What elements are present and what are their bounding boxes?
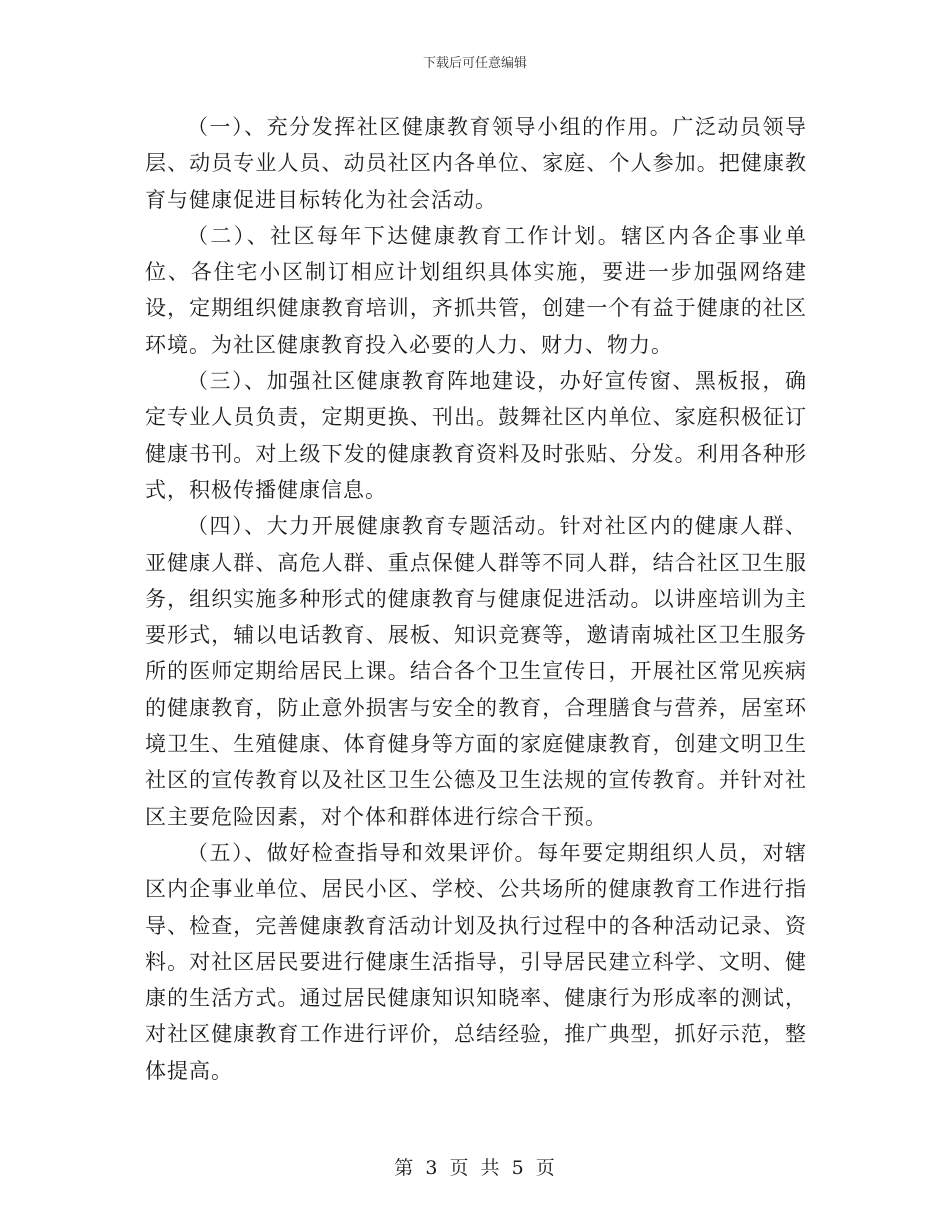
page-footer <box>0 1153 950 1180</box>
document-body <box>145 109 807 1089</box>
page-header-note: 下载后可任意编辑 <box>422 56 527 71</box>
footer-page-word: 页 <box>449 1157 470 1179</box>
paragraph-1: （一）、充分发挥社区健康教育领导小组的作用。广泛动员领导层、动员专业人员、动员社区内各单位、家庭、个人参加。把健康教育与健康促进目标转化为社会活动。 <box>145 115 807 212</box>
footer-current-page: 3 <box>425 1157 439 1179</box>
footer-total-suffix: 页 <box>535 1157 556 1179</box>
footer-total-prefix: 共 <box>480 1157 501 1179</box>
footer-total-pages: 5 <box>511 1157 525 1179</box>
footer-page-prefix: 第 <box>394 1157 415 1179</box>
paragraph-2: （二）、社区每年下达健康教育工作计划。辖区内各企事业单位、各住宅小区制订相应计划组织具体实施，要进一步加强网络建设，定期组织健康教育培训，齐抓共管，创建一个有益于健康的社区环境。为社区健康教育投入必要的人力、财力、物力。 <box>145 223 807 357</box>
paragraph-4: （四）、大力开展健康教育专题活动。针对社区内的健康人群、亚健康人群、高危人群、重点保健人群等不同人群，结合社区卫生服务，组织实施多种形式的健康教育与健康促进活动。以讲座培训为主要形式，辅以电话教育、展板、知识竞赛等，邀请南城社区卫生服务所的医师定期给居民上课。结合各个卫生宣传日，开展社区常见疾病的健康教育，防止意外损害与安全的教育，合理膳食与营养，居室环境卫生、生殖健康、体育健身等方面的家庭健康教育，创建文明卫生社区的宣传教育以及社区卫生公德及卫生法规的宣传教育。并针对社区主要危险因素，对个体和群体进行综合干预。 <box>145 514 807 829</box>
paragraph-3: （三）、加强社区健康教育阵地建设，办好宣传窗、黑板报，确定专业人员负责，定期更换、刊出。鼓舞社区内单位、家庭积极征订健康书刊。对上级下发的健康教育资料及时张贴、分发。利用各种形式，积极传播健康信息。 <box>145 369 807 502</box>
paragraph-5: （五）、做好检查指导和效果评价。每年要定期组织人员，对辖区内企事业单位、居民小区、学校、公共场所的健康教育工作进行指导、检查，完善健康教育活动计划及执行过程中的各种活动记录、资料。对社区居民要进行健康生活指导，引导居民建立科学、文明、健康的生活方式。通过居民健康知识知晓率、健康行为形成率的测试，对社区健康教育工作进行评价，总结经验，推广典型，抓好示范，整体提高。 <box>145 840 807 1083</box>
